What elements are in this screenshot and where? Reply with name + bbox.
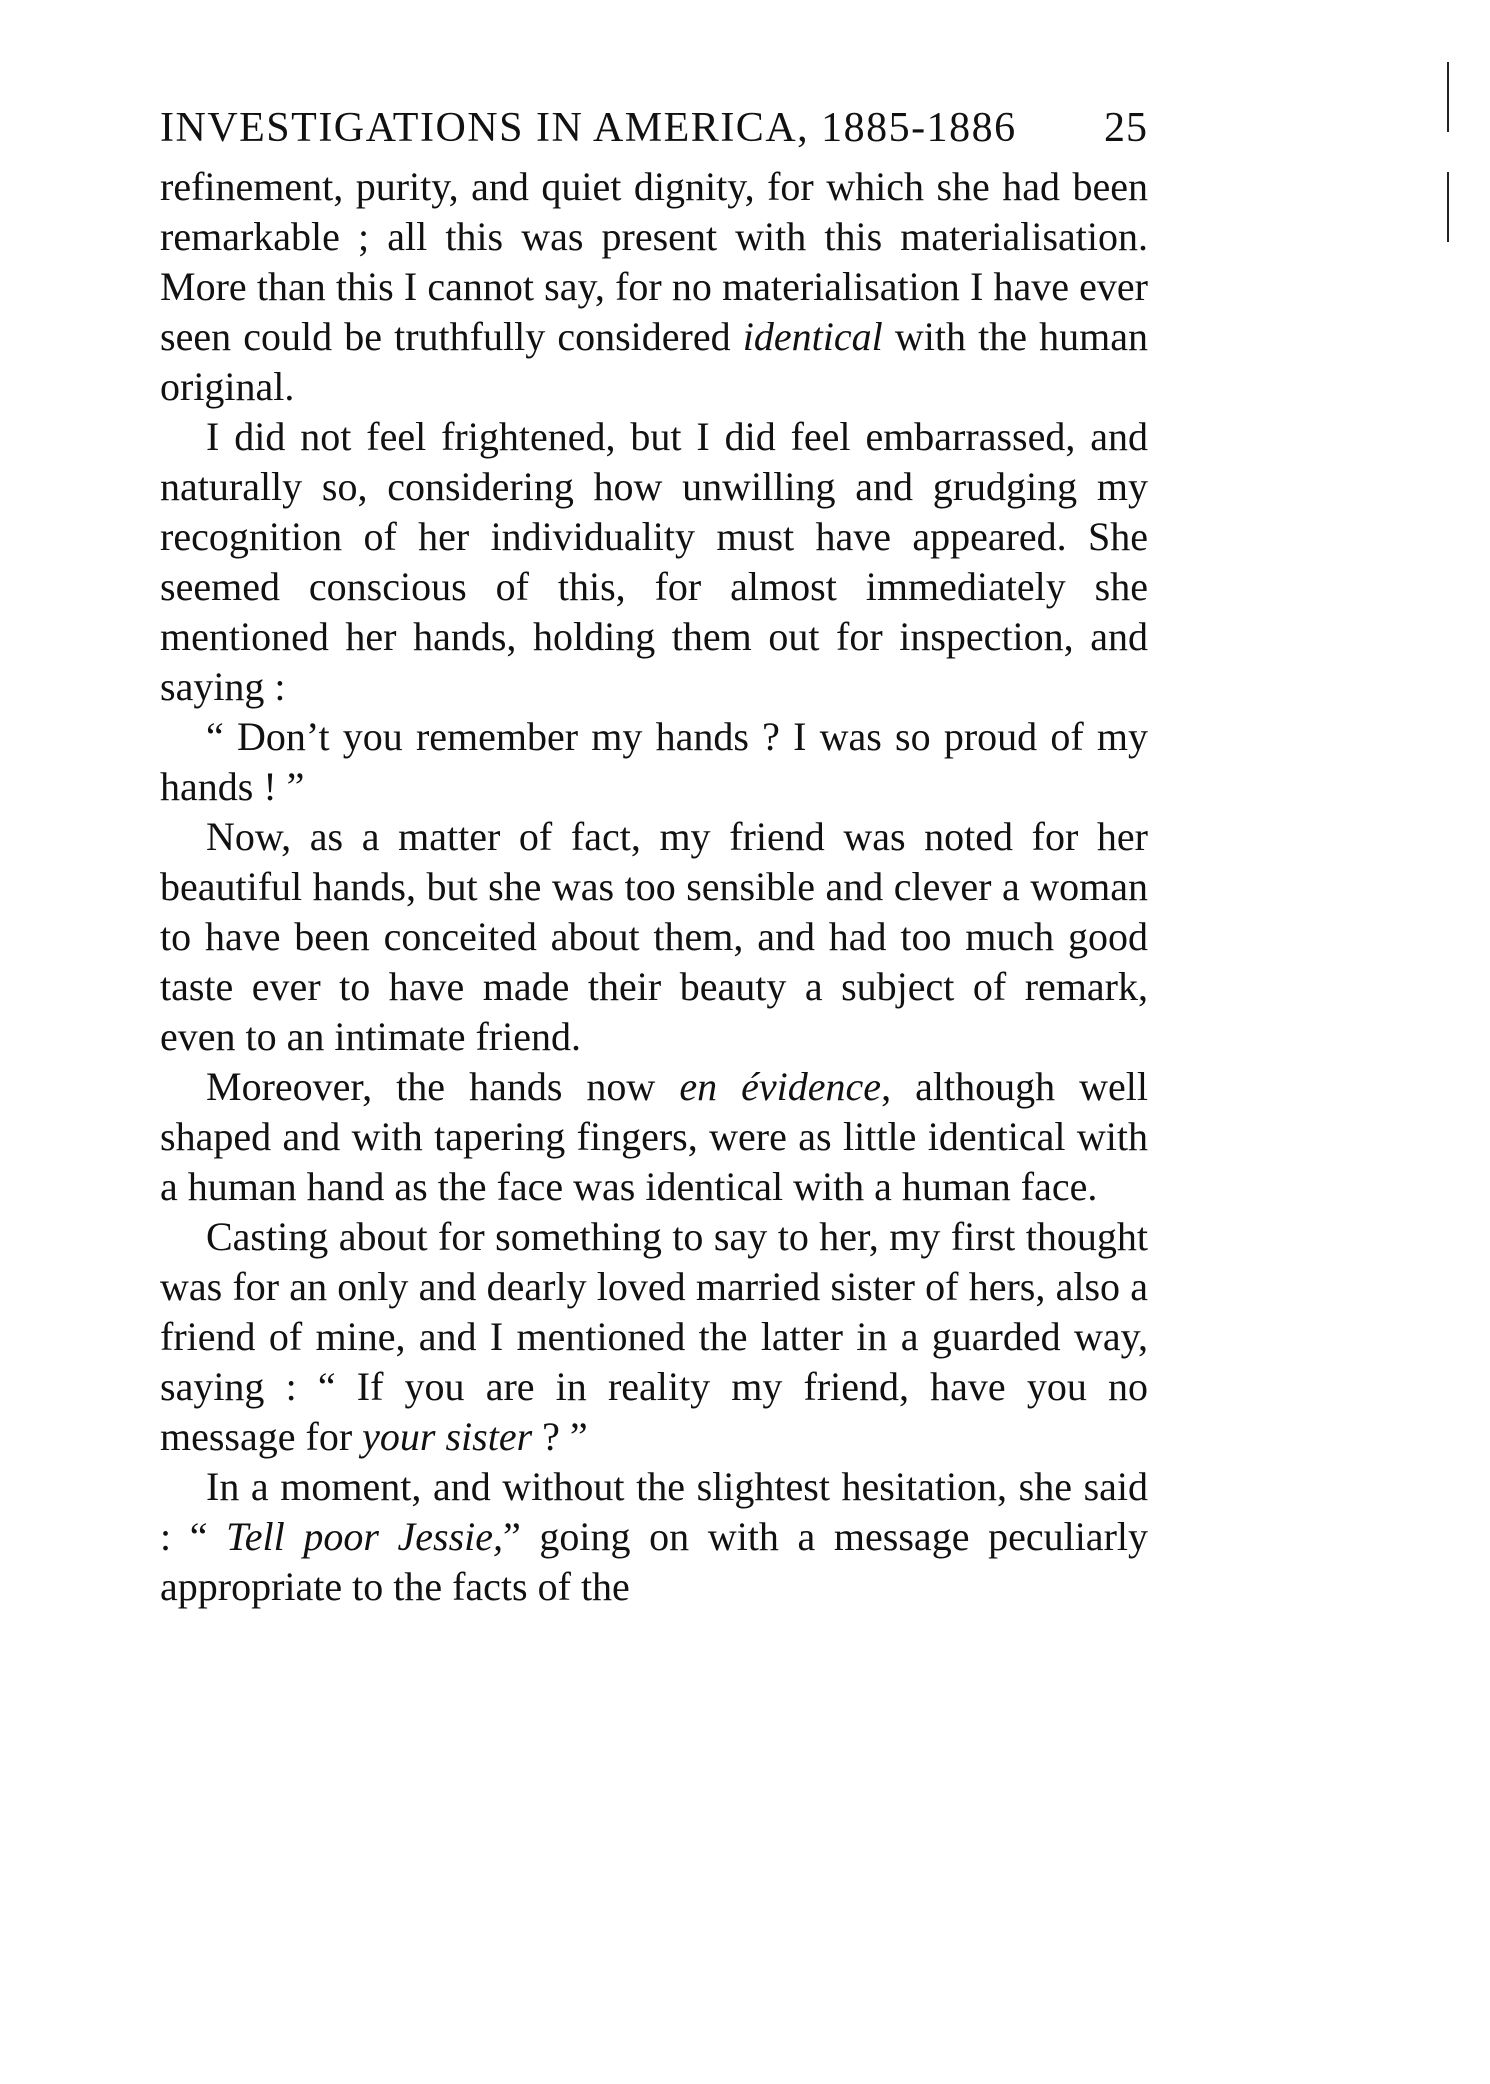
- running-header: [160, 100, 1148, 156]
- paragraph: [160, 412, 1148, 712]
- paragraph: [160, 712, 1148, 812]
- italic-text: Tell poor Jessie,: [226, 1514, 504, 1559]
- paragraph: [160, 1212, 1148, 1462]
- paragraph: [160, 1462, 1148, 1612]
- italic-text: your sister: [362, 1414, 533, 1459]
- text-run: with the human original.: [160, 314, 1148, 409]
- paragraph: [160, 1062, 1148, 1212]
- paragraph: [160, 812, 1148, 1062]
- italic-text: en évidence: [679, 1064, 882, 1109]
- text-run: I did not feel frightened, but I did feel embarrassed, and naturally so, considering how unwilling and grudging my recognition of her individuality must have appeared. She seemed conscious of this, for almost immediately she mentioned her hands, holding them out for inspection, and saying :: [160, 414, 1148, 709]
- text-run: In a moment, and without the slightest hesitation, she said : “: [160, 1464, 1148, 1559]
- text-run: “ Don’t you remember my hands ? I was so proud of my hands ! ”: [160, 714, 1148, 809]
- text-run: ” going on with a message peculiarly appropriate to the facts of the: [160, 1514, 1148, 1609]
- body-text: [160, 162, 1148, 1612]
- paragraph: [160, 162, 1148, 412]
- text-run: Moreover, the hands now: [206, 1064, 680, 1109]
- text-run: , although well shaped and with tapering fingers, were as little identical with a human hand as the face was identical with a human face.: [160, 1064, 1148, 1209]
- page-number: 25: [1104, 105, 1148, 151]
- text-run: ? ”: [532, 1414, 588, 1459]
- scan-edge-marks: [1444, 62, 1452, 242]
- text-run: Now, as a matter of fact, my friend was noted for her beautiful hands, but she was too sensible and clever a woman to have been conceited about them, and had too much good taste ever to have made their beauty a subject of remark, even to an intimate friend.: [160, 814, 1148, 1059]
- italic-text: identical: [742, 314, 883, 359]
- running-title: INVESTIGATIONS IN AMERICA, 1885-1886: [160, 105, 1017, 151]
- text-run: Casting about for something to say to her, my first thought was for an only and dearly loved married sister of hers, also a friend of mine, and I mentioned the latter in a guarded way, saying : “ If you are in reality my friend, have you no message for: [160, 1214, 1148, 1459]
- book-page: [160, 100, 1148, 1612]
- text-run: refinement, purity, and quiet dignity, for which she had been remarkable ; all this was present with this materialisation. More than this I cannot say, for no materialisation I have ever seen could be truthfully considered: [160, 164, 1148, 359]
